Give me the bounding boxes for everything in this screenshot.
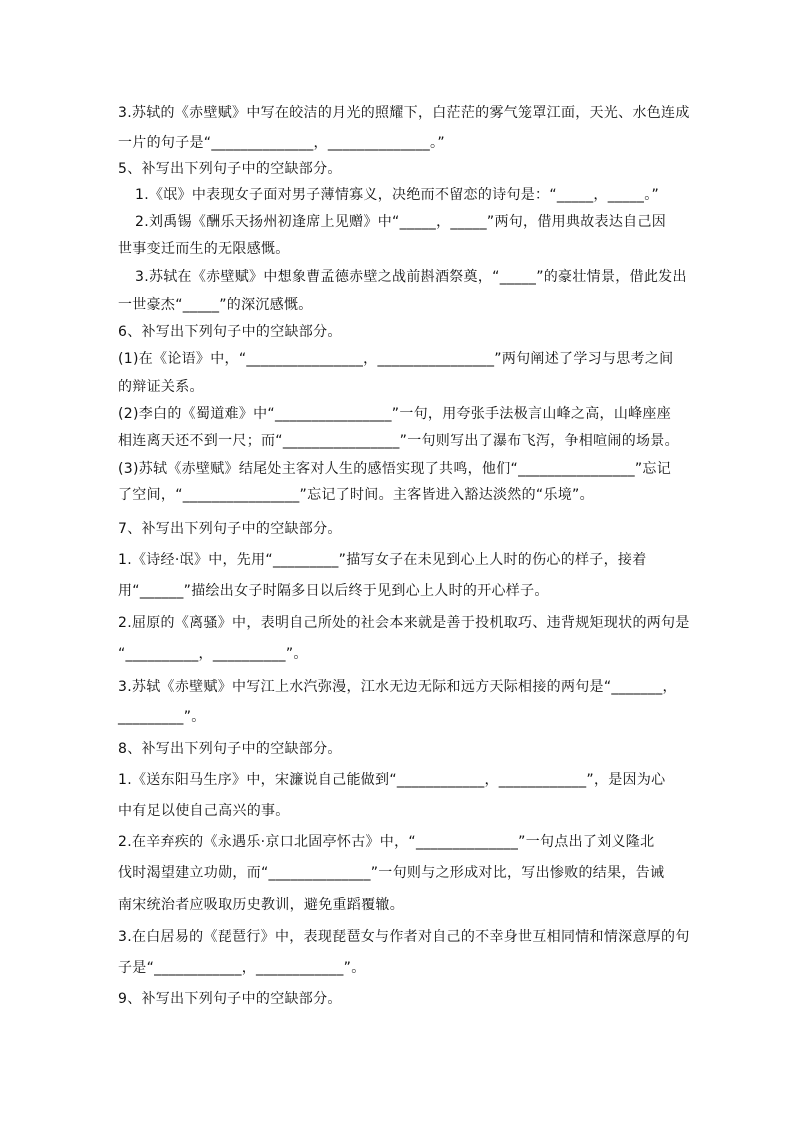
text-line: 一片的句子是“______________，______________。”	[118, 135, 445, 151]
text-line: 了空间，“________________”忘记了时间。主客皆进入豁达淡然的“乐境”。	[118, 487, 594, 503]
text-line: 一世豪杰“_____”的深沉感慨。	[118, 297, 313, 313]
text-line: (3)苏轼《赤壁赋》结尾处主客对人生的感悟实现了共鸣，他们“________________”忘记	[118, 461, 672, 477]
text-line: 3.苏轼《赤壁赋》中写江上水汽弥漫，江水无边无际和远方天际相接的两句是“_______，	[118, 679, 677, 695]
text-line: 1.《氓》中表现女子面对男子薄情寡义，决绝而不留恋的诗句是：“_____，_____。”	[135, 187, 660, 203]
section-heading: 8、补写出下列句子中的空缺部分。	[118, 741, 342, 757]
text-line: 2.在辛弃疾的《永遇乐·京口北固亭怀古》中，“______________”一句点出了刘义隆北	[118, 834, 655, 850]
text-line: 3.苏轼在《赤壁赋》中想象曹孟德赤壁之战前斟酒祭奠，“_____”的豪壮情景，借此发出	[135, 269, 687, 285]
text-line: 子是“____________，____________”。	[118, 960, 366, 976]
text-line: 的辩证关系。	[118, 379, 204, 395]
text-line: 用“______”描绘出女子时隔多日以后终于见到心上人时的开心样子。	[118, 583, 549, 599]
section-heading: 7、补写出下列句子中的空缺部分。	[118, 521, 342, 537]
text-line: 3.在白居易的《琵琶行》中，表现琵琶女与作者对自己的不幸身世互相同情和情深意厚的句	[118, 929, 690, 945]
text-line: 相连离天还不到一尺；而“________________”一句则写出了瀑布飞泻，争相喧闹的场景。	[118, 433, 679, 449]
section-heading: 6、补写出下列句子中的空缺部分。	[118, 324, 342, 340]
text-line: (1)在《论语》中，“________________，________________”两句阐述了学习与思考之间	[118, 351, 674, 367]
text-line: 中有足以使自己高兴的事。	[118, 803, 290, 819]
section-heading: 9、补写出下列句子中的空缺部分。	[118, 991, 342, 1007]
text-line: “__________，__________”。	[118, 646, 308, 662]
text-line: (2)李白的《蜀道难》中“________________”一句，用夸张手法极言山峰之高，山峰座座	[118, 406, 672, 422]
text-line: 伐时渴望建立功勋，而“______________”一句则与之形成对比，写出惨败的结果，告诫	[118, 865, 665, 881]
text-line: 1.《送东阳马生序》中，宋濂说自己能做到“____________，____________”，是因为心	[118, 772, 666, 788]
section-heading: 5、补写出下列句子中的空缺部分。	[118, 161, 342, 177]
text-line: 1.《诗经·氓》中，先用“_________”描写女子在未见到心上人时的伤心的样子，接着	[118, 552, 647, 568]
text-line: 2.刘禹锡《酬乐天扬州初逢席上见赠》中“_____，_____”两句，借用典故表达自己因	[135, 214, 667, 230]
text-line: _________”。	[118, 709, 206, 725]
text-line: 2.屈原的《离骚》中，表明自己所处的社会本来就是善于投机取巧、违背规矩现状的两句是	[118, 615, 690, 631]
text-line: 3.苏轼的《赤壁赋》中写在皎洁的月光的照耀下，白茫茫的雾气笼罩江面，天光、水色连成	[118, 105, 690, 121]
text-line: 南宋统治者应吸取历史教训，避免重蹈覆辙。	[118, 897, 404, 913]
text-line: 世事变迁而生的无限感慨。	[118, 241, 290, 257]
